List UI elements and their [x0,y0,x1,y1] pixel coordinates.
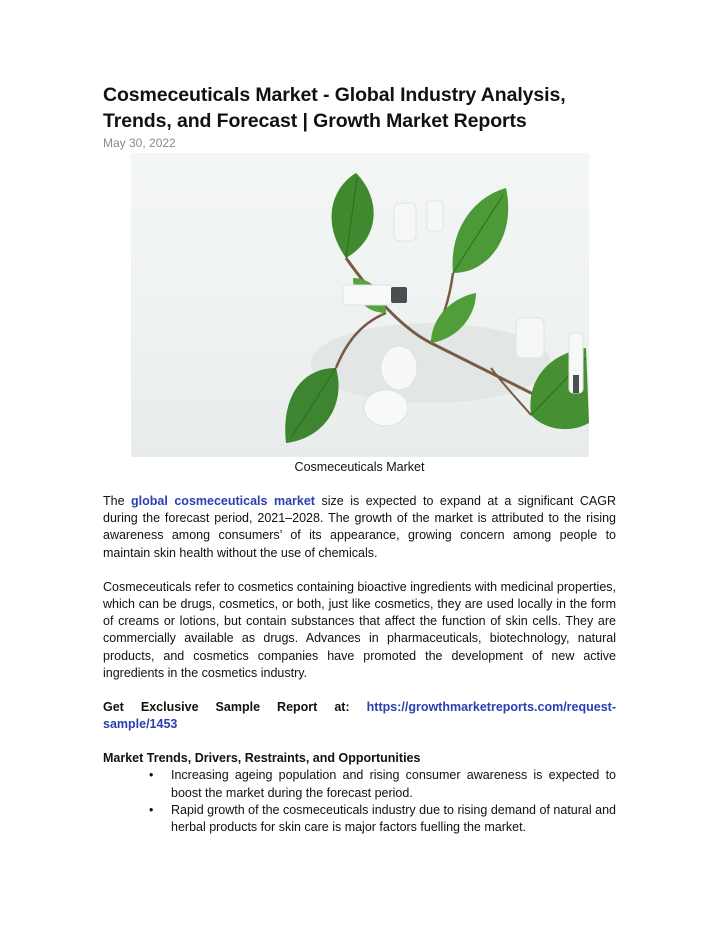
intro-suffix: size is expected to expand at a significant CAGR during the forecast period, 2021–2028. The growth of the market is attributed to the rising awareness among consumers’ of its appearance, growing concern among people to maintain skin health without the use of chemicals. [103,494,616,560]
leaves-and-bottles-illustration [131,153,589,457]
global-market-link[interactable]: global cosmeceuticals market [131,494,315,508]
list-item [149,802,616,836]
bullet-icon: • [149,768,154,783]
article [103,82,616,836]
sample-label: Get Exclusive Sample Report at: [103,700,367,715]
paragraph-intro [103,493,616,562]
trends-list [103,767,616,836]
page-title: Cosmeceuticals Market - Global Industry Analysis, Trends, and Forecast | Growth Market Reports [103,84,566,132]
publish-date: May 30, 2022 [103,136,176,150]
list-item-text: Increasing ageing population and rising consumer awareness is expected to boost the market during the forecast period. [171,768,616,800]
sample-report-link[interactable]: https://growthmarketreports.com/request-sample/1453 [103,700,616,732]
list-item-text: Rapid growth of the cosmeceuticals industry due to rising demand of natural and herbal products for skin care is major factors fuelling the market. [171,802,616,835]
list-item [149,767,616,801]
paragraph-definition: Cosmeceuticals refer to cosmetics containing bioactive ingredients with medicinal properties, which can be drugs, cosmetics, or both, just like cosmetics, they are used locally in the form of creams or lotions, but contain substances that affect the function of skin cells. They are commercially available as drugs. Advances in pharmaceuticals, biotechnology, natural products, and cosmetics companies have promoted the development of new active ingredients in the cosmetics industry. [103,579,616,680]
hero-image [131,153,589,457]
intro-prefix: The [103,494,132,508]
bullet-icon: • [149,802,154,817]
sample-report-line [103,699,616,733]
section-heading: Market Trends, Drivers, Restraints, and Opportunities [103,751,421,766]
image-caption: Cosmeceuticals Market [294,460,425,474]
